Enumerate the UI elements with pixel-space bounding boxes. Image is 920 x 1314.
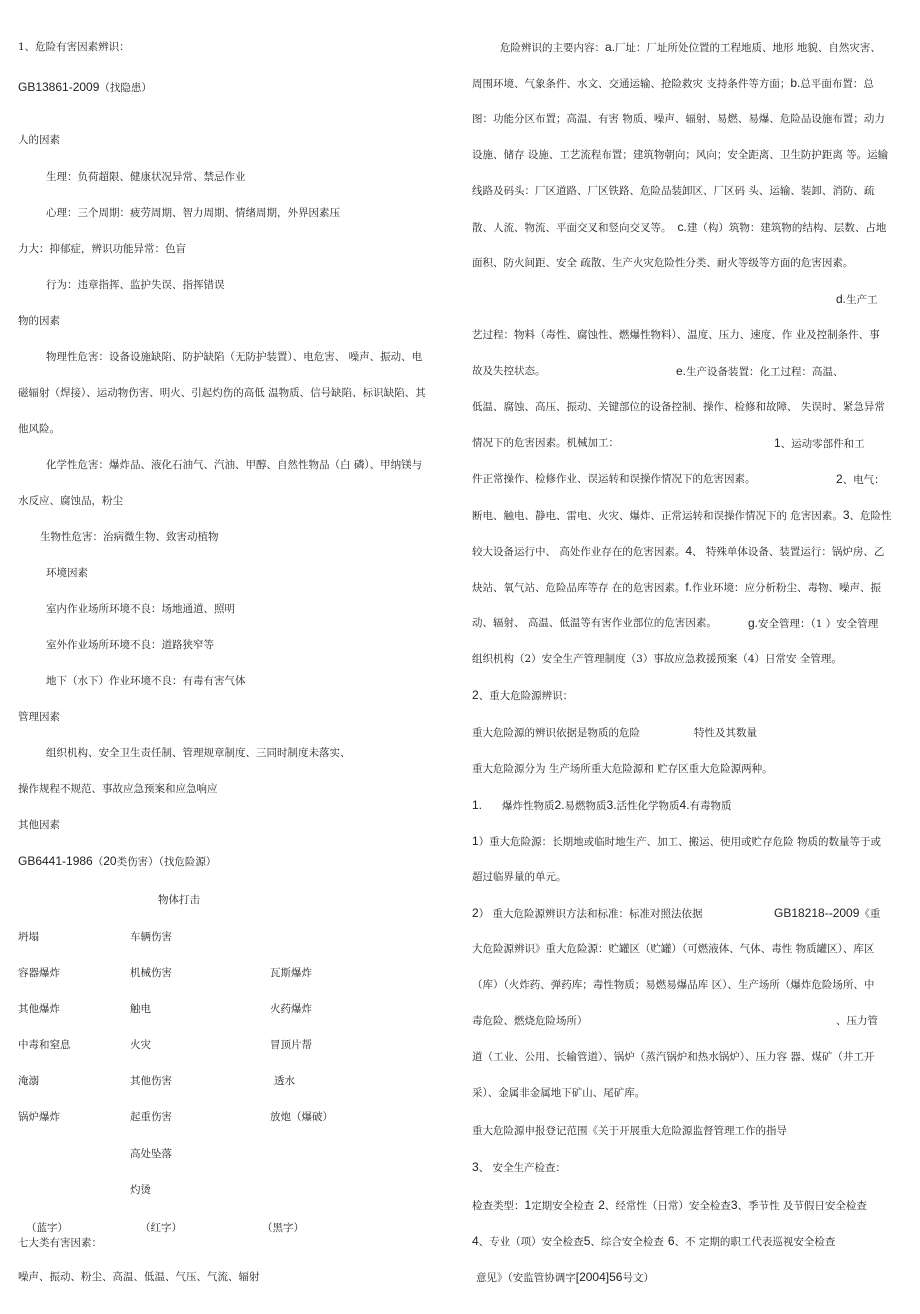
text-segment: 活性化学物质 — [616, 800, 680, 812]
section-heading-safety-inspection — [472, 1160, 566, 1175]
item-marker: d. — [836, 292, 847, 306]
text-line: 图：功能分区布置；高温、有害 物质、噪声、辐射、易燃、易爆、危险品设施布置；动力 — [472, 113, 885, 125]
item-marker: 4. — [679, 798, 690, 812]
standard-note: 类伤害）（找危险源） — [116, 856, 217, 868]
item-marker: c. — [677, 220, 687, 234]
text-segment: 检查类型： — [472, 1200, 525, 1212]
text-segment: 定期安全检查 — [531, 1200, 595, 1212]
category-environment: 环境因素 — [46, 567, 88, 579]
item-marker: g. — [748, 616, 759, 630]
text-line: 组织机构、安全卫生责任制、管理规章制度、三同时制度未落实、 — [46, 747, 351, 759]
item-marker: 1 — [774, 436, 781, 450]
text-line: 化学性危害：爆炸品、液化石油气、汽油、甲醇、自然性物品（白 磷）、甲纳镁与 — [46, 459, 423, 471]
seven-categories-list: 噪声、振动、粉尘、高温、低温、气压、气流、辐射 — [18, 1271, 260, 1283]
text-line: 重大危险源分为 生产场所重大危险源和 贮存区重大危险源两种。 — [472, 763, 773, 775]
injury-item: 火药爆炸 — [270, 1003, 312, 1015]
item-marker: b. — [790, 76, 801, 90]
text-segment: 、 特殊单体设备、装置运行：锅炉房、乙 — [692, 546, 885, 558]
item-marker: 2. — [554, 798, 565, 812]
item-marker: 3 — [730, 1198, 738, 1212]
text-line — [472, 544, 884, 559]
text-segment: 、电气： — [842, 474, 885, 486]
item-marker: 2 — [598, 1198, 605, 1212]
text-line — [472, 508, 892, 523]
text-line: 生理：负荷超限、健康状况异常、禁忌作业 — [46, 171, 246, 183]
section-heading-hazard-identification: 1、危险有害因素辨识： — [18, 41, 130, 53]
item-marker: 2 — [836, 472, 843, 486]
item-marker: 4 — [472, 1234, 479, 1248]
color-label-blue: （蓝字） — [26, 1222, 68, 1234]
injury-item: 灼烫 — [130, 1184, 151, 1196]
section-heading-major-hazard — [472, 688, 573, 703]
text-segment: 、专业（项）安全检查 — [478, 1236, 584, 1248]
injury-item: 锅炉爆炸 — [18, 1111, 60, 1123]
item-marker: 1. — [472, 798, 483, 812]
text-line: 线路及码头：厂区道路、厂区铁路、危险品装卸区、厂区码 头、运输、装卸、消防、疏 — [472, 185, 875, 197]
text-segment: 号文） — [622, 1272, 654, 1284]
text-segment: 、运动零部件和工 — [780, 438, 865, 450]
text-segment: 生产设备装置：化工过程：高温、 — [686, 366, 844, 378]
text-line: 重大危险源申报登记范围《关于开展重大危险源监督管理工作的指导 — [472, 1125, 787, 1137]
injury-item: 坍塌 — [18, 931, 39, 943]
paren-open: （ — [92, 856, 104, 868]
item-marker: f. — [685, 580, 693, 594]
text-segment: 、不 定期的职工代表巡视安全检查 — [674, 1236, 836, 1248]
item-marker: 3. — [606, 798, 617, 812]
item-marker: 5 — [583, 1234, 591, 1248]
item-marker: 3 — [842, 508, 850, 522]
text-line: 超过临界量的单元。 — [472, 871, 567, 883]
item-marker: 1 — [472, 834, 479, 848]
injury-item: 其他伤害 — [130, 1075, 172, 1087]
injury-item: 容器爆炸 — [18, 967, 60, 979]
text-line: 行为：违章指挥、监护失误、指挥错误 — [46, 279, 225, 291]
text-segment: ） 重大危险源辨识方法和标准：标准对照法依据 — [478, 908, 703, 920]
text-line: 水反应、腐蚀品，粉尘 — [18, 495, 123, 507]
item-marker: e. — [676, 364, 687, 378]
text-segment: 厂址：厂址所处位置的工程地质、地形 地貌、自然灾害、 — [615, 42, 881, 54]
text-line: 特性及其数量 — [694, 727, 757, 739]
text-line: （库）（火炸药、弹药库；毒性物质；易燃易爆品库 区）、生产场所（爆炸危险场所、中 — [472, 979, 875, 991]
text-line: 磁辐射（焊接）、运动物伤害、明火、引起灼伤的高低 温物质、信号缺陷、标识缺陷、其 — [18, 387, 426, 399]
text-segment: 爆炸性物质 — [502, 800, 555, 812]
text-line — [774, 436, 865, 451]
text-line: 组织机构（2）安全生产管理制度（3）事故应急救援预案（4）日常安 全管理。 — [472, 653, 842, 665]
injury-item: 透水 — [274, 1075, 295, 1087]
standard-code: GB13861-2009 — [18, 80, 100, 94]
item-marker: 1 — [524, 1198, 532, 1212]
text-line: 设施、储存 设施、工艺流程布置；建筑物朝向；风向；安全距离、卫生防护距离 等。运输 — [472, 149, 889, 161]
substance-list — [472, 798, 732, 813]
text-line: 情况下的危害因素。机械加工： — [472, 437, 619, 449]
text-segment: 《重 — [859, 908, 881, 920]
injury-count: 20 — [103, 854, 117, 868]
injury-item: 瓦斯爆炸 — [270, 967, 312, 979]
text-line: 地下（水下）作业环境不良：有毒有害气体 — [46, 675, 246, 687]
injury-item: 火灾 — [130, 1039, 151, 1051]
text-line: 动、辐射、 高温、低温等有害作业部位的危害因素。 — [472, 617, 717, 629]
text-segment: 、经常性（日常）安全检查 — [604, 1200, 731, 1212]
text-line: 操作规程不规范、事故应急预案和应急响应 — [18, 783, 218, 795]
text-line — [472, 580, 881, 595]
text-line — [836, 292, 878, 307]
text-line — [472, 906, 703, 921]
text-segment: 意见》（安监管协调字 — [476, 1272, 576, 1284]
text-line: 件正常操作、检修作业、误运转和误操作情况下的危害因素。 — [472, 473, 756, 485]
text-line — [836, 472, 885, 487]
text-line: 故及失控状态。 — [472, 365, 546, 377]
text-segment: 周围环境、气象条件、水文、交通运输、抢险救灾 支持条件等方面； — [472, 78, 791, 90]
color-label-black: （黑字） — [262, 1222, 304, 1234]
text-line: 、压力管 — [836, 1015, 878, 1027]
text-segment: 有毒物质 — [689, 800, 732, 812]
text-segment: 炔站、氧气站、危险品库等存 在的危害因素。 — [472, 582, 686, 594]
text-line — [472, 76, 874, 91]
injury-table-heading: 物体打击 — [158, 894, 200, 906]
section-number: 3 — [472, 1160, 479, 1174]
item-marker: 2 — [472, 906, 479, 920]
injury-item: 机械伤害 — [130, 967, 172, 979]
text-segment: 、危险性 — [849, 510, 892, 522]
injury-item: 淹溺 — [18, 1075, 39, 1087]
text-line: 生物性危害：治病微生物、致害动植物 — [40, 531, 219, 543]
text-line: 道（工业、公用、长输管道）、锅炉（蒸汽锅炉和热水锅炉）、压力容 器、煤矿（井工开 — [472, 1051, 875, 1063]
standard-line-gb13861 — [18, 80, 152, 95]
text-segment: 生产工 — [846, 294, 878, 306]
text-line: 心理：三个周期：疲劳周期、智力周期、情绪周期，外界因素压 — [46, 207, 340, 219]
text-line: 他风险。 — [18, 423, 60, 435]
category-human-factors: 人的因素 — [18, 134, 60, 146]
standard-reference — [774, 906, 880, 921]
text-line: 室外作业场所环境不良：道路狭窄等 — [46, 639, 214, 651]
text-segment: 、 安全生产检查： — [478, 1162, 567, 1174]
text-line: 物理性危害：设备设施缺陷、防护缺陷（无防护装置）、电危害、 噪声、振动、电 — [46, 351, 423, 363]
text-segment: 危险辨识的主要内容： — [500, 42, 605, 54]
item-marker: 4 — [685, 544, 693, 558]
text-segment: 断电、触电、静电、雷电、火灾、爆炸、正常运转和误操作情况下的 危害因素。 — [472, 510, 843, 522]
text-line: 低温、腐蚀、高压、振动、关键部位的设备控制、操作、检修和故障、 失误时、紧急异常 — [472, 401, 885, 413]
injury-item: 其他爆炸 — [18, 1003, 60, 1015]
category-material-factors: 物的因素 — [18, 315, 60, 327]
text-segment: 易燃物质 — [564, 800, 607, 812]
text-line: 艺过程：物料（毒性、腐蚀性、燃爆性物料）、温度、压力、速度、作 业及控制条件、事 — [472, 329, 880, 341]
injury-item: 高处坠落 — [130, 1148, 172, 1160]
color-label-red: （红字） — [140, 1222, 182, 1234]
category-other: 其他因素 — [18, 819, 60, 831]
text-line — [472, 834, 881, 849]
text-line: 面积、防火间距、安全 疏散、生产火灾危险性分类、耐火等级等方面的危害因素。 — [472, 257, 854, 269]
document-number: [2004]56 — [575, 1270, 623, 1284]
text-line — [500, 40, 881, 55]
injury-item: 车辆伤害 — [130, 931, 172, 943]
category-management: 管理因素 — [18, 711, 60, 723]
text-line: 重大危险源的辨识依据是物质的危险 — [472, 727, 640, 739]
text-line — [676, 364, 844, 379]
text-line — [476, 1270, 654, 1285]
text-segment: 散、人流、物流、平面交叉和竖向交叉等。 — [472, 222, 672, 234]
text-segment: 建（构）筑物：建筑物的结构、层数、占地 — [686, 222, 887, 234]
text-line: 采）、金属非金属地下矿山、尾矿库。 — [472, 1087, 646, 1099]
section-number: 2 — [472, 688, 479, 702]
item-marker: 6 — [667, 1234, 675, 1248]
injury-item: 触电 — [130, 1003, 151, 1015]
text-segment: 作业环境：应分析粉尘、毒物、噪声、振 — [692, 582, 882, 594]
text-line: 力大：抑郁症，辨识功能异常：色盲 — [18, 243, 186, 255]
text-line: 毒危险、燃烧危险场所） — [472, 1015, 588, 1027]
text-line: 室内作业场所环境不良：场地通道、照明 — [46, 603, 235, 615]
text-line — [472, 1234, 835, 1249]
seven-categories-heading: 七大类有害因素： — [18, 1237, 102, 1249]
text-line — [748, 616, 878, 631]
text-segment: 、综合安全检查 — [590, 1236, 664, 1248]
injury-item: 放炮（爆破） — [270, 1111, 333, 1123]
standard-line-gb6441 — [18, 854, 216, 869]
standard-code: GB18218--2009 — [774, 906, 860, 920]
text-segment: 较大设备运行中、 高处作业存在的危害因素。 — [472, 546, 686, 558]
text-line: 大危险源辨识》重大危险源：贮罐区（贮罐）（可燃液体、气体、毒性 物质罐区）、库区 — [472, 943, 875, 955]
text-line — [472, 1198, 867, 1213]
injury-item: 中毒和窒息 — [18, 1039, 71, 1051]
text-line — [472, 220, 886, 235]
text-segment: 安全管理：（1 ）安全管理 — [758, 618, 879, 630]
standard-note: （找隐患） — [99, 82, 152, 94]
text-segment: 、重大危险源辨识： — [478, 690, 574, 702]
standard-code: GB6441-1986 — [18, 854, 93, 868]
text-segment: 、季节性 及节假日安全检查 — [737, 1200, 867, 1212]
text-segment: 总平面布置：总 — [800, 78, 874, 90]
text-segment: ）重大危险源：长期地或临时地生产、加工、搬运、使用或贮存危险 物质的数量等于或 — [478, 836, 882, 848]
item-marker: a. — [605, 40, 616, 54]
injury-item: 冒顶片帮 — [270, 1039, 312, 1051]
injury-item: 起重伤害 — [130, 1111, 172, 1123]
